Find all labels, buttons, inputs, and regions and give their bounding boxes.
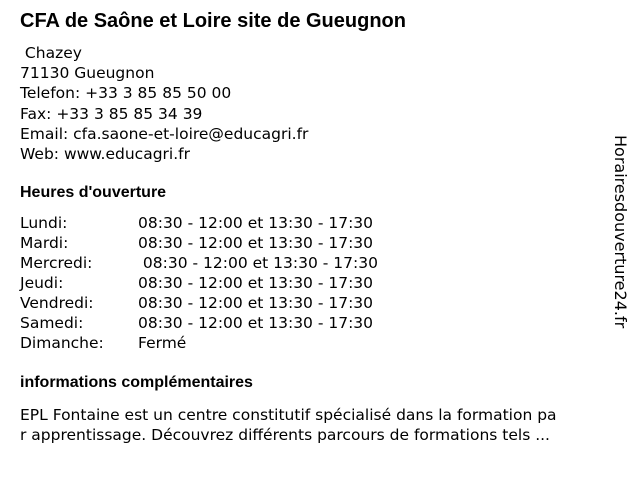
info-heading: informations complémentaires	[20, 374, 253, 391]
hours-row-vendredi	[20, 293, 378, 313]
time-range: 08:30 - 12:00 et 13:30 - 17:30	[138, 274, 374, 292]
hours-table	[20, 213, 378, 353]
hours-row-samedi	[20, 313, 378, 333]
day-label: Vendredi:	[20, 294, 94, 312]
hours-row-mardi	[20, 233, 378, 253]
website: Web: www.educagri.fr	[20, 145, 190, 164]
contact-block	[20, 43, 308, 164]
site-watermark: Horairesdouverture24.fr	[611, 135, 630, 329]
info-description	[20, 405, 620, 445]
time-range: 08:30 - 12:00 et 13:30 - 17:30	[138, 314, 374, 332]
time-range: 08:30 - 12:00 et 13:30 - 17:30	[138, 234, 374, 252]
time-range: Fermé	[138, 334, 187, 352]
email-address: Email: cfa.saone-et-loire@educagri.fr	[20, 124, 309, 143]
hours-row-lundi	[20, 213, 378, 233]
time-range: 08:30 - 12:00 et 13:30 - 17:30	[138, 254, 378, 272]
fax-number: Fax: +33 3 85 85 34 39	[20, 104, 203, 123]
day-label: Dimanche:	[20, 334, 104, 352]
info-line: EPL Fontaine est un centre constitutif spécialisé dans la formation pa	[20, 406, 557, 424]
day-label: Jeudi:	[20, 274, 64, 292]
page-title: CFA de Saône et Loire site de Gueugnon	[20, 10, 406, 32]
day-label: Mardi:	[20, 234, 69, 252]
time-range: 08:30 - 12:00 et 13:30 - 17:30	[138, 214, 374, 232]
hours-row-jeudi	[20, 273, 378, 293]
info-line: r apprentissage. Découvrez différents parcours de formations tels ...	[20, 426, 550, 444]
day-label: Lundi:	[20, 214, 68, 232]
hours-row-dimanche	[20, 333, 378, 353]
time-range: 08:30 - 12:00 et 13:30 - 17:30	[138, 294, 374, 312]
day-label: Samedi:	[20, 314, 84, 332]
day-label: Mercredi:	[20, 254, 93, 272]
city-postcode: 71130 Gueugnon	[20, 64, 155, 83]
hours-row-mercredi	[20, 253, 378, 273]
phone-number: Telefon: +33 3 85 85 50 00	[20, 84, 232, 103]
street-address: Chazey	[20, 44, 82, 62]
hours-heading: Heures d'ouverture	[20, 184, 167, 201]
